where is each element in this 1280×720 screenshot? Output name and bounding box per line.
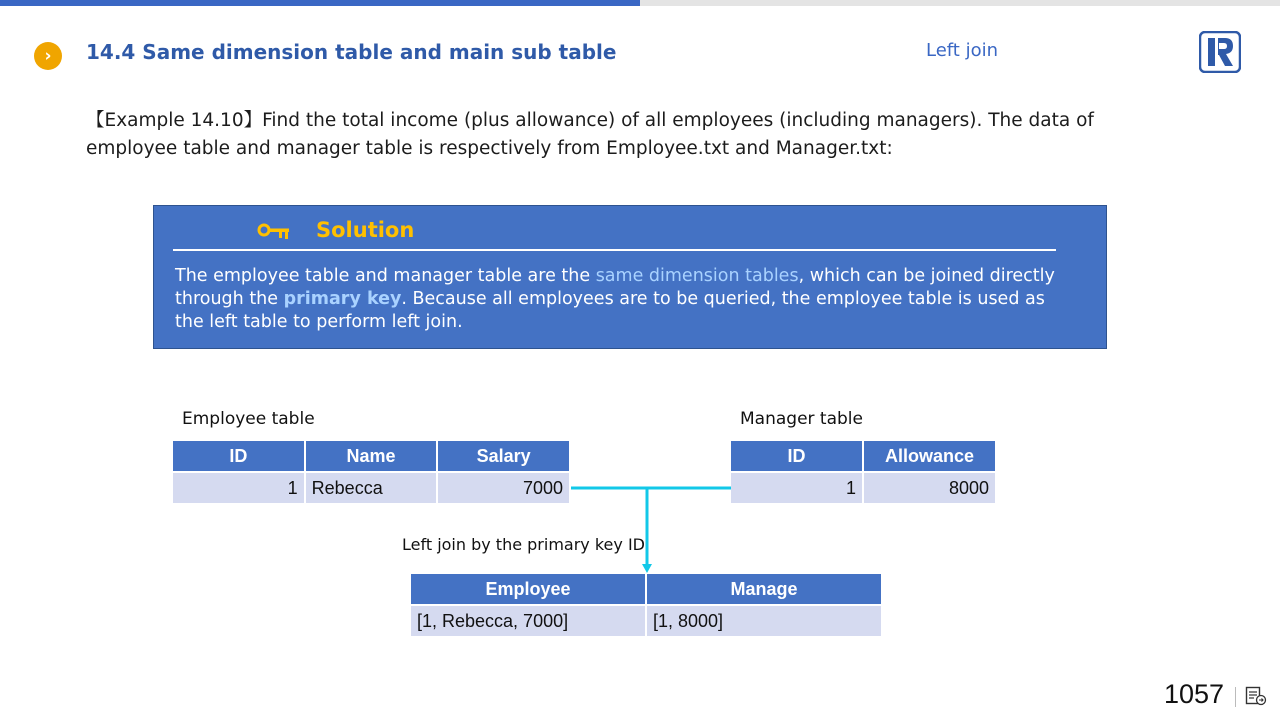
- solution-text: , which can be joined directly through the: [175, 266, 1055, 309]
- solution-box: [153, 205, 1107, 349]
- arrow-down-icon: [642, 564, 652, 573]
- result-header-manage: Manage: [647, 574, 881, 604]
- manager-header-id: ID: [731, 441, 862, 471]
- employee-cell-id: 1: [173, 471, 304, 503]
- manager-table: [729, 441, 997, 503]
- example-description: 【Example 14.10】Find the total income (plus allowance) of all employees (including managers). The data of employee table and manager table is respectively from Employee.txt and Manager.txt:: [86, 110, 1094, 159]
- manager-header-allowance: Allowance: [864, 441, 995, 471]
- page-title: 14.4 Same dimension table and main sub table: [86, 40, 617, 64]
- manager-cell-id: 1: [731, 471, 862, 503]
- table-row: [173, 471, 569, 503]
- solution-divider: [173, 249, 1056, 251]
- highlight-same-dimension: same dimension tables: [595, 266, 799, 286]
- solution-text: . Because all employees are to be queried, the employee table is used as the left table to perform left join.: [175, 289, 1045, 332]
- table-row: [731, 471, 995, 503]
- solution-body: [175, 265, 1065, 334]
- footer-divider: [1235, 687, 1236, 707]
- result-cell-manage: [1, 8000]: [647, 604, 881, 636]
- result-header-employee: Employee: [411, 574, 645, 604]
- key-icon: [257, 222, 293, 242]
- employee-header-name: Name: [306, 441, 437, 471]
- employee-header-salary: Salary: [438, 441, 569, 471]
- progress-track: [0, 0, 1280, 6]
- chevron-right-icon: ›: [34, 42, 62, 70]
- employee-cell-name: Rebecca: [306, 471, 437, 503]
- table-row: [411, 604, 881, 636]
- highlight-primary-key: primary key: [283, 289, 402, 309]
- raqsoft-logo: [1199, 31, 1241, 73]
- progress-fill: [0, 0, 640, 6]
- result-cell-employee: [1, Rebecca, 7000]: [411, 604, 645, 636]
- join-caption: Left join by the primary key ID: [402, 535, 645, 554]
- page-number: 1057: [1164, 679, 1225, 709]
- employee-cell-salary: 7000: [438, 471, 569, 503]
- result-table: [409, 574, 883, 636]
- notes-icon[interactable]: [1245, 686, 1267, 706]
- manager-cell-allowance: 8000: [864, 471, 995, 503]
- solution-text: The employee table and manager table are the: [175, 266, 596, 286]
- employee-table: [171, 441, 571, 503]
- employee-header-id: ID: [173, 441, 304, 471]
- solution-title: Solution: [316, 218, 415, 242]
- employee-table-caption: Employee table: [182, 409, 315, 429]
- topic-label: Left join: [926, 40, 999, 61]
- manager-table-caption: Manager table: [740, 409, 863, 429]
